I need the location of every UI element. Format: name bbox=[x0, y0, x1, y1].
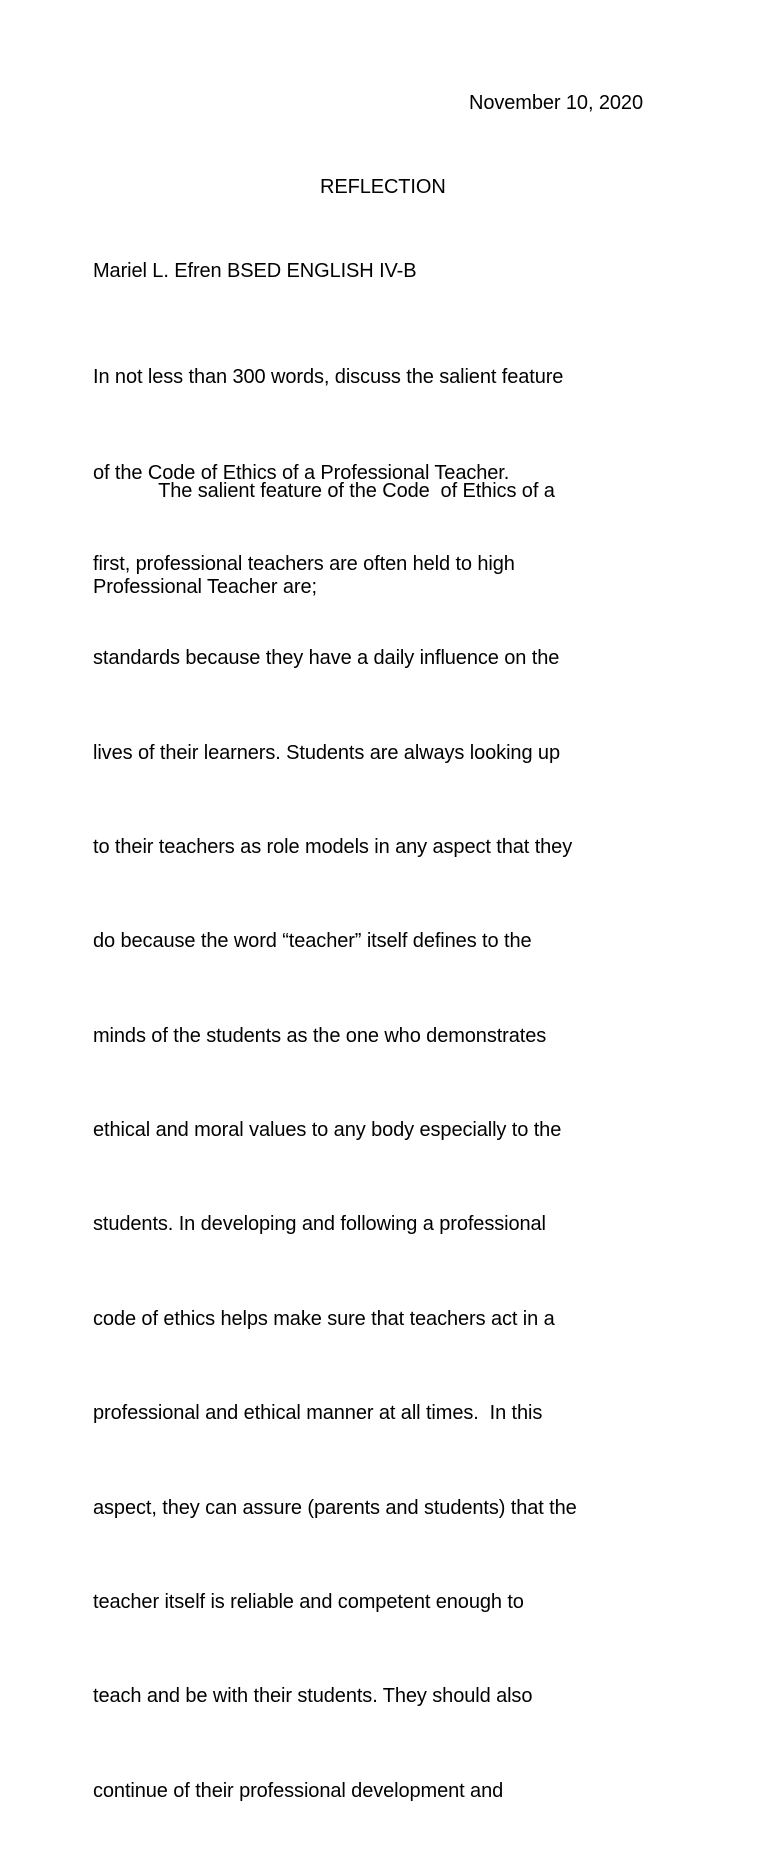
body-line: lives of their learners. Students are always looking up bbox=[93, 741, 560, 764]
body-line: students. In developing and following a professional bbox=[93, 1213, 546, 1236]
author-line: Mariel L. Efren BSED ENGLISH IV-B bbox=[93, 260, 417, 282]
body-line: professional and ethical manner at all times. In this bbox=[93, 1402, 543, 1425]
prompt-line: of the Code of Ethics of a Professional Teacher. bbox=[93, 462, 510, 484]
body-line: minds of the students as the one who demonstrates bbox=[93, 1024, 547, 1047]
body-line: do because the word “teacher” itself defines to the bbox=[93, 930, 532, 953]
body-line: teacher itself is reliable and competent enough to bbox=[93, 1590, 524, 1613]
body-line: first, professional teachers are often held to high bbox=[93, 552, 515, 575]
document-title: REFLECTION bbox=[320, 176, 446, 198]
body-line: aspect, they can assure (parents and students) that the bbox=[93, 1496, 577, 1519]
body-line: to their teachers as role models in any aspect that they bbox=[93, 835, 573, 858]
intro-line: The salient feature of the Code of Ethics of a bbox=[93, 480, 555, 502]
body-paragraph bbox=[93, 486, 693, 1870]
body-line: standards because they have a daily influence on the bbox=[93, 647, 560, 670]
intro-line: Professional Teacher are; bbox=[93, 576, 317, 598]
body-line: code of ethics helps make sure that teachers act in a bbox=[93, 1307, 555, 1330]
body-line: teach and be with their students. They should also bbox=[93, 1685, 533, 1708]
prompt-line: In not less than 300 words, discuss the salient feature bbox=[93, 366, 564, 388]
body-line: ethical and moral values to any body especially to the bbox=[93, 1119, 562, 1142]
body-line: continue of their professional development and bbox=[93, 1779, 504, 1802]
document-date: November 10, 2020 bbox=[469, 92, 643, 114]
